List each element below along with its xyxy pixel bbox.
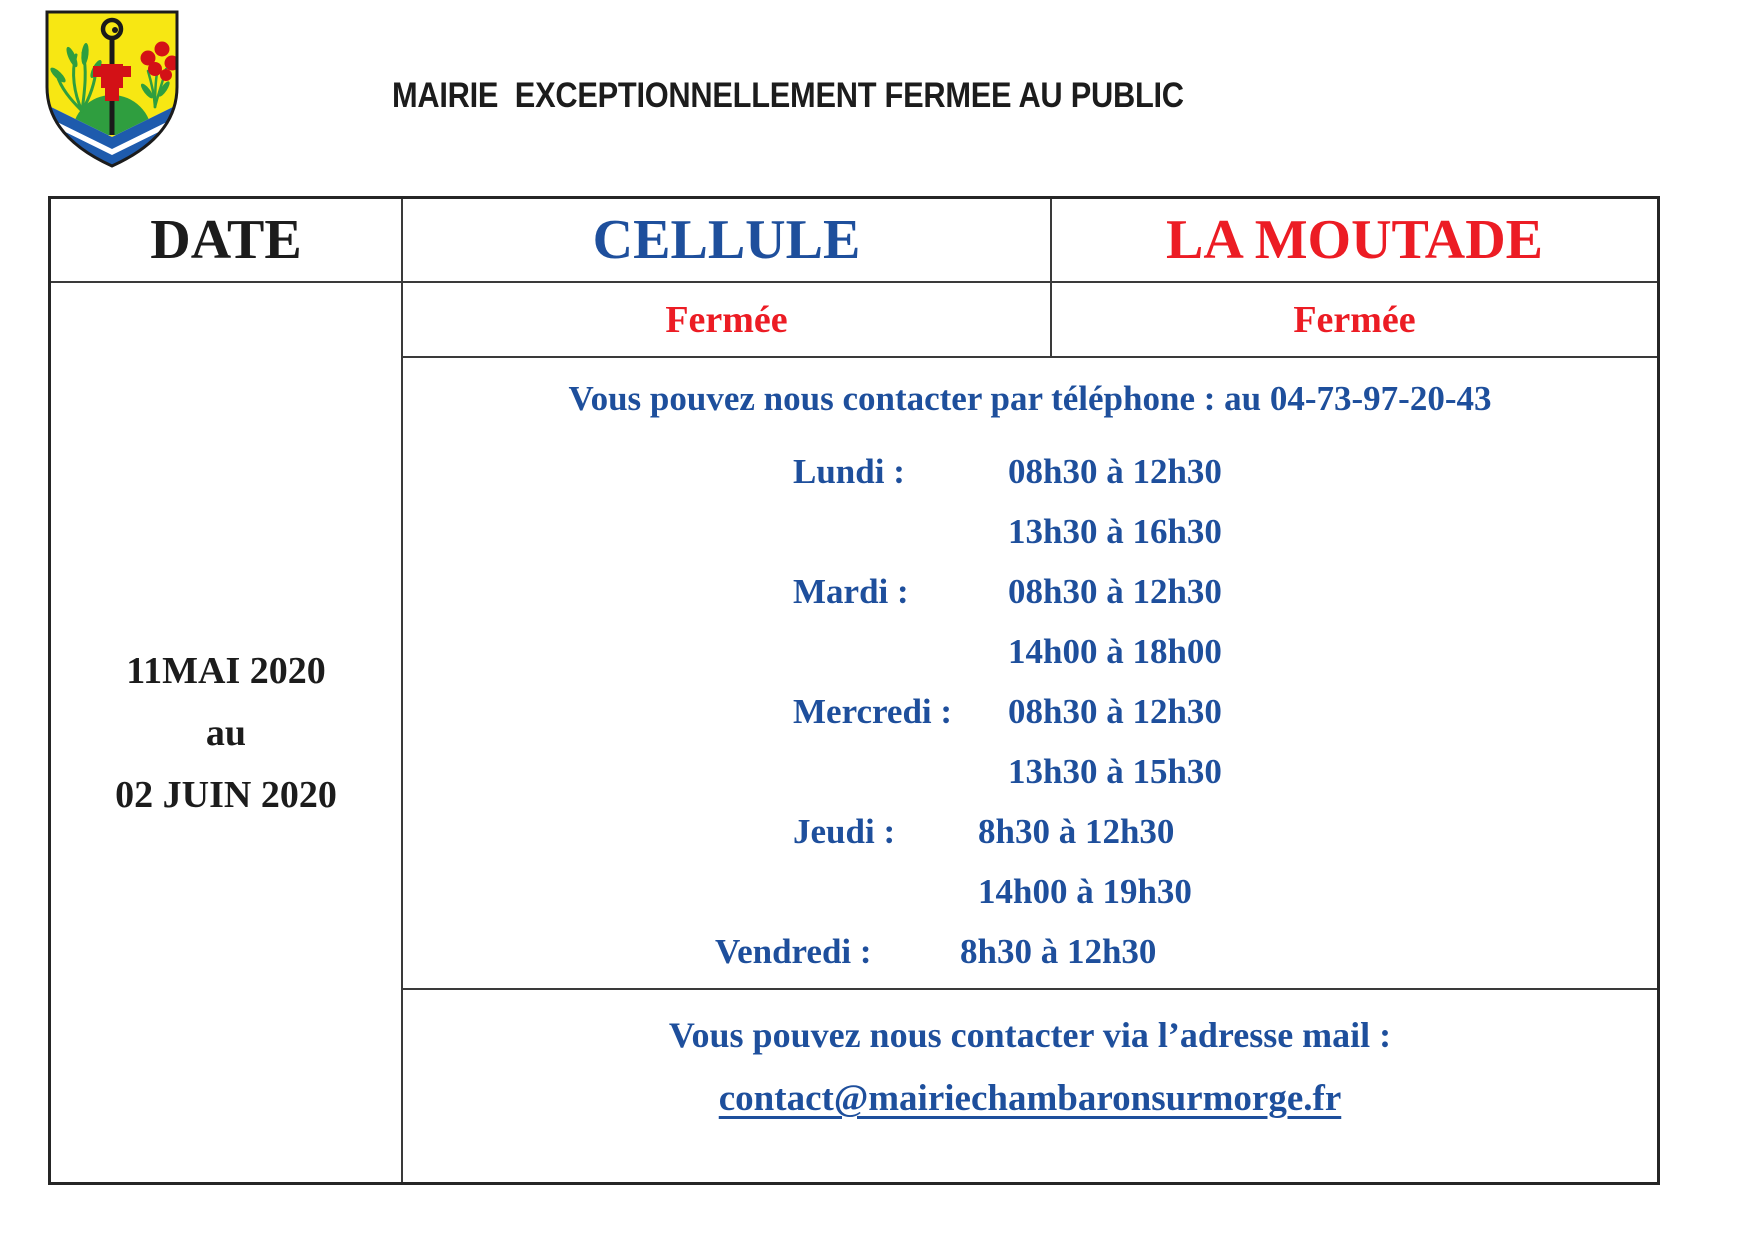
schedule-row: [403, 802, 1657, 862]
schedule-time: 13h30 à 16h30: [1008, 512, 1222, 551]
schedule-day: Lundi :: [793, 452, 905, 491]
schedule-time: 08h30 à 12h30: [1008, 692, 1222, 731]
schedule-day: Vendredi :: [715, 932, 872, 971]
schedule-row: [403, 922, 1657, 982]
schedule-day: Mardi :: [793, 572, 909, 611]
date-range-end: 02 JUIN 2020: [115, 773, 337, 816]
email-contact-cell: [403, 990, 1657, 1182]
schedule-time: 8h30 à 12h30: [978, 812, 1175, 851]
commune-crest-icon: [42, 8, 182, 170]
schedule-time: 8h30 à 12h30: [960, 932, 1157, 971]
schedule-row: [403, 862, 1657, 922]
date-range-connector: au: [205, 711, 247, 754]
date-range-cell: [51, 283, 403, 1182]
schedule-day: Mercredi :: [793, 692, 953, 731]
date-range-start: 11MAI 2020: [126, 649, 326, 692]
phone-schedule-cell: [403, 358, 1657, 990]
schedule-time: 08h30 à 12h30: [1008, 452, 1222, 491]
schedule-day: Jeudi :: [793, 812, 896, 851]
schedule-time: 14h00 à 18h00: [1008, 632, 1222, 671]
schedule-time: 13h30 à 15h30: [1008, 752, 1222, 791]
email-address-link[interactable]: contact@mairiechambaronsurmorge.fr: [718, 1078, 1342, 1119]
status-la-moutade: Fermée: [1052, 283, 1657, 358]
schedule-row: [403, 442, 1657, 502]
schedule-row: [403, 562, 1657, 622]
column-header-date: DATE: [51, 199, 403, 283]
schedule-time: 14h00 à 19h30: [978, 872, 1192, 911]
schedule-row: [403, 742, 1657, 802]
schedule-row: [403, 682, 1657, 742]
phone-contact-notice: Vous pouvez nous contacter par téléphone : au 04-73-97-20-43: [568, 379, 1492, 418]
schedule-time: 08h30 à 12h30: [1008, 572, 1222, 611]
schedule-row: [403, 502, 1657, 562]
page-title: MAIRIE EXCEPTIONNELLEMENT FERMEE AU PUBLIC: [392, 76, 1184, 115]
column-header-la-moutade: LA MOUTADE: [1052, 199, 1657, 283]
opening-hours-list: [403, 442, 1657, 982]
schedule-row: [403, 622, 1657, 682]
status-cellule: Fermée: [403, 283, 1052, 358]
closure-table: [48, 196, 1660, 1185]
column-header-cellule: CELLULE: [403, 199, 1052, 283]
email-contact-notice: Vous pouvez nous contacter via l’adresse mail :: [668, 1015, 1392, 1055]
